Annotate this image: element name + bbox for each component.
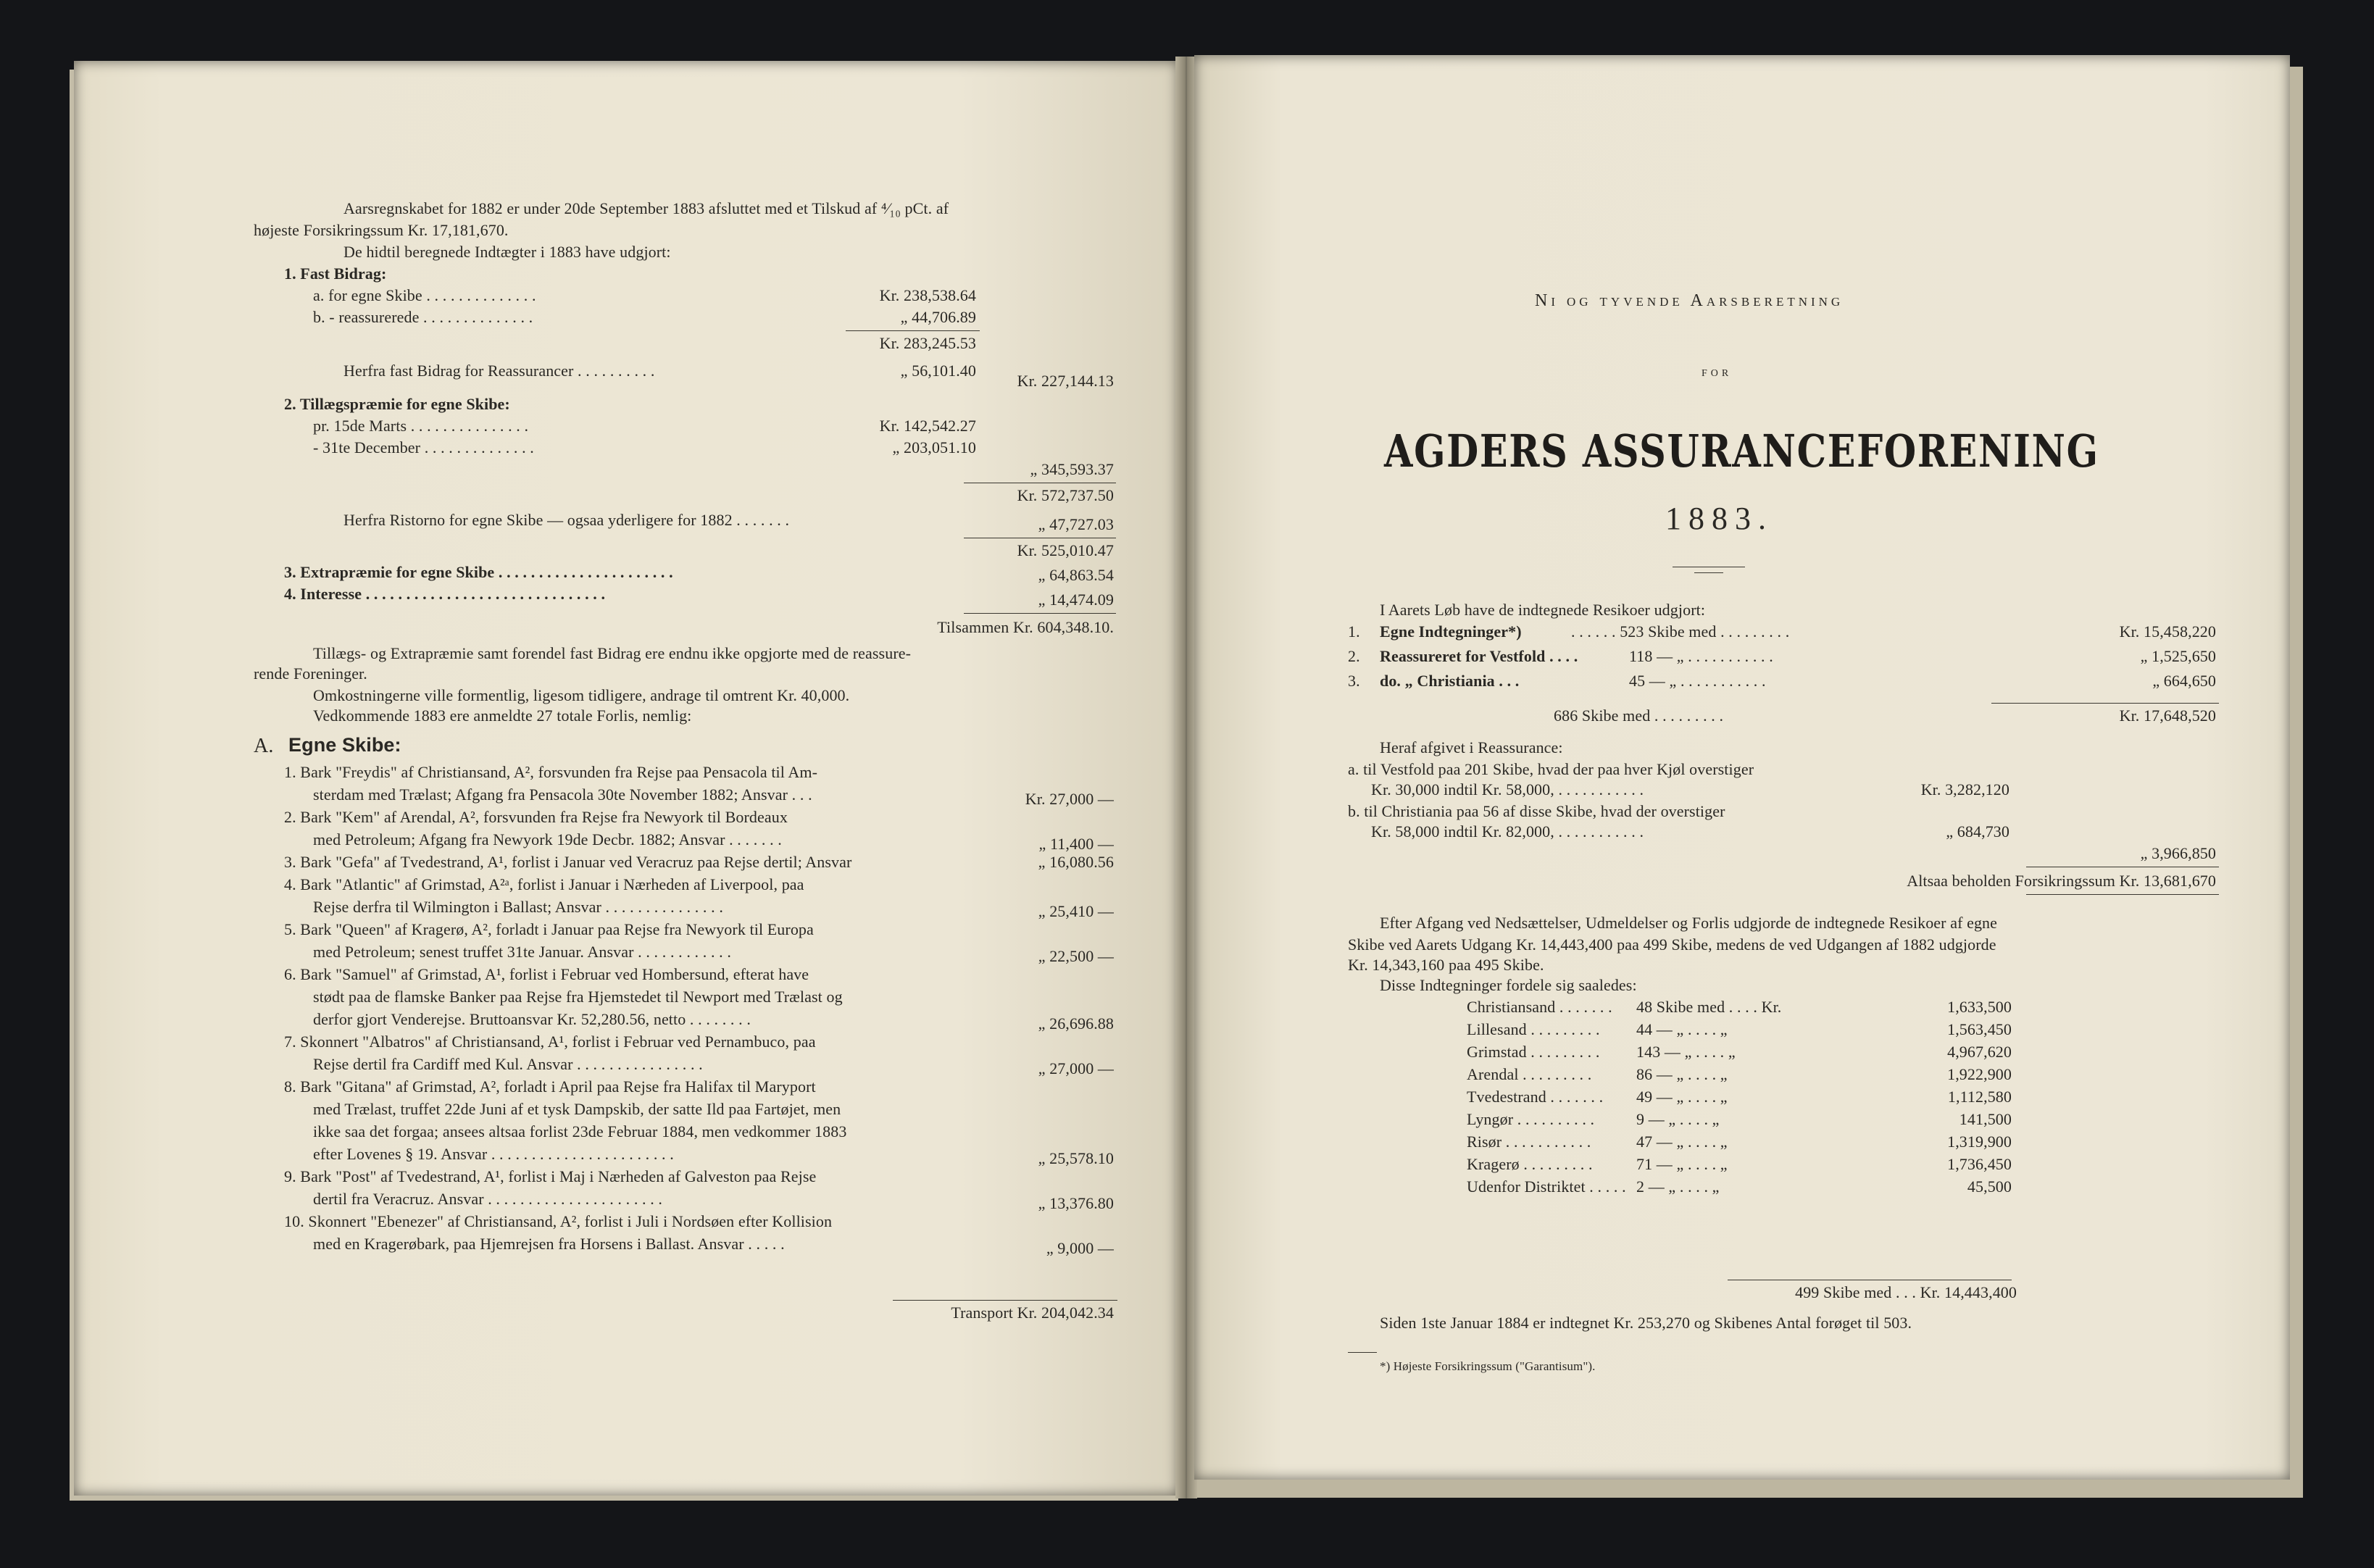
district-6-ships: 9 — „ . . . . „ bbox=[1636, 1110, 1720, 1128]
fast-b-amount: „ 44,706.89 bbox=[900, 308, 976, 326]
reas-a-line-1: a. til Vestfold paa 201 Skibe, hvad der paa hver Kjøl overstiger bbox=[1348, 760, 1754, 778]
loss-1-amount: Kr. 27,000 — bbox=[1025, 790, 1114, 808]
loss-6-amount: „ 26,696.88 bbox=[1038, 1014, 1114, 1033]
left-page bbox=[74, 61, 1178, 1496]
right-page bbox=[1194, 55, 2290, 1480]
risk-2-label: Reassureret for Vestfold . . . . bbox=[1380, 647, 1578, 665]
tillaeg-b-amount: „ 203,051.10 bbox=[892, 438, 976, 456]
loss-8-line-1: 8. Bark "Gitana" af Grimstad, A², forladt i April paa Rejse fra Halifax til Maryport bbox=[284, 1077, 816, 1096]
interesse-amount: „ 14,474.09 bbox=[1038, 591, 1114, 609]
loss-2-amount: „ 11,400 — bbox=[1038, 835, 1114, 853]
risk-3-label: do. „ Christiania . . . bbox=[1380, 672, 1520, 690]
sum-rule bbox=[846, 330, 980, 331]
beholden: Altsaa beholden Forsikringssum Kr. 13,681,670 bbox=[1907, 872, 2216, 890]
district-6-name: Lyngør . . . . . . . . . . bbox=[1467, 1110, 1595, 1128]
report-year: 1883. bbox=[1665, 501, 1773, 536]
loss-7-amount: „ 27,000 — bbox=[1038, 1059, 1114, 1077]
heraf-heading: Heraf afgivet i Reassurance: bbox=[1380, 738, 1563, 756]
district-total: 499 Skibe med . . . Kr. 14,443,400 bbox=[1795, 1283, 2017, 1301]
intro-line-3: De hidtil beregnede Indtægter i 1883 have udgjort: bbox=[343, 243, 671, 261]
loss-7-line-2: Rejse dertil fra Cardiff med Kul. Ansvar . . . . . . . . . . . . . . . . bbox=[313, 1055, 703, 1073]
loss-10-amount: „ 9,000 — bbox=[1046, 1239, 1114, 1257]
loss-4-line-2: Rejse derfra til Wilmington i Ballast; Ansvar . . . . . . . . . . . . . . . bbox=[313, 898, 723, 916]
sum-rule bbox=[2026, 894, 2219, 895]
extra-amount: „ 64,863.54 bbox=[1038, 566, 1114, 584]
risk-3-number: 3. bbox=[1348, 672, 1360, 690]
tilsammen: Tilsammen Kr. 604,348.10. bbox=[937, 618, 1114, 636]
sum-1: Kr. 572,737.50 bbox=[1017, 486, 1114, 504]
loss-3-line-1: 3. Bark "Gefa" af Tvedestrand, A¹, forlist i Januar ved Veracruz paa Rejse dertil; Ansvar bbox=[284, 853, 852, 871]
efter-line-2: Skibe ved Aarets Udgang Kr. 14,443,400 paa 499 Skibe, medens de ved Udgangen af 1882 udgjorde bbox=[1348, 935, 1996, 954]
district-7-ships: 47 — „ . . . . „ bbox=[1636, 1133, 1728, 1151]
district-1-name: Christiansand . . . . . . . bbox=[1467, 998, 1612, 1016]
section-a-letter: A. bbox=[254, 735, 274, 757]
loss-5-amount: „ 22,500 — bbox=[1038, 947, 1114, 965]
note-line-3: Omkostningerne ville formentlig, ligesom tidligere, andrage til omtrent Kr. 40,000. bbox=[313, 686, 850, 704]
risk-3-amount: „ 664,650 bbox=[2152, 672, 2216, 690]
footnote: *) Højeste Forsikringssum ("Garantisum"). bbox=[1380, 1359, 1596, 1373]
loss-1-line-1: 1. Bark "Freydis" af Christiansand, A², forsvunden fra Rejse paa Pensacola til Am- bbox=[284, 763, 817, 781]
tillaeg-a-label: pr. 15de Marts . . . . . . . . . . . . . . . bbox=[313, 417, 529, 435]
loss-10-line-1: 10. Skonnert "Ebenezer" af Christiansand, A², forlist i Juli i Nordsøen efter Kollision bbox=[284, 1212, 833, 1230]
loss-8-amount: „ 25,578.10 bbox=[1038, 1149, 1114, 1167]
district-2-ships: 44 — „ . . . . „ bbox=[1636, 1020, 1728, 1038]
loss-5-line-1: 5. Bark "Queen" af Kragerø, A², forladt i Januar paa Rejse fra Newyork til Europa bbox=[284, 920, 814, 938]
tillaeg-b-label: - 31te December . . . . . . . . . . . . . . bbox=[313, 438, 534, 456]
loss-6-line-1: 6. Bark "Samuel" af Grimstad, A¹, forlist i Februar ved Hombersund, efterat have bbox=[284, 965, 809, 983]
herfra-fast-amount: „ 56,101.40 bbox=[900, 362, 976, 380]
herfra-fast-label: Herfra fast Bidrag for Reassurancer . . . . . . . . . . bbox=[343, 362, 655, 380]
risk-1-amount: Kr. 15,458,220 bbox=[2119, 622, 2216, 641]
note-line-2: rende Foreninger. bbox=[254, 664, 367, 683]
loss-9-line-1: 9. Bark "Post" af Tvedestrand, A¹, forlist i Maj i Nærheden af Galveston paa Rejse bbox=[284, 1167, 817, 1185]
risk-1-number: 1. bbox=[1348, 622, 1360, 641]
risk-intro: I Aarets Løb have de indtegnede Resikoer udgjort: bbox=[1380, 601, 1706, 619]
report-subtitle: Ni og tyvende Aarsberetning bbox=[1535, 291, 1844, 310]
footnote-rule bbox=[1348, 1352, 1377, 1353]
district-8-name: Kragerø . . . . . . . . . bbox=[1467, 1155, 1593, 1173]
district-2-name: Lillesand . . . . . . . . . bbox=[1467, 1020, 1600, 1038]
district-4-amount: 1,922,900 bbox=[1947, 1065, 2012, 1083]
siden-note: Siden 1ste Januar 1884 er indtegnet Kr. 253,270 og Skibenes Antal forøget til 503. bbox=[1380, 1314, 1912, 1332]
sum-2: Kr. 525,010.47 bbox=[1017, 541, 1114, 559]
efter-line-1: Efter Afgang ved Nedsættelser, Udmeldelser og Forlis udgjorde de indtegnede Resikoer af egne bbox=[1380, 914, 1998, 932]
district-8-amount: 1,736,450 bbox=[1947, 1155, 2012, 1173]
loss-5-line-2: med Petroleum; senest truffet 31te Januar. Ansvar . . . . . . . . . . . . bbox=[313, 943, 731, 961]
district-3-name: Grimstad . . . . . . . . . bbox=[1467, 1043, 1600, 1061]
fast-a-label: a. for egne Skibe . . . . . . . . . . . . . . bbox=[313, 286, 536, 304]
loss-2-line-2: med Petroleum; Afgang fra Newyork 19de Decbr. 1882; Ansvar . . . . . . . bbox=[313, 830, 782, 848]
district-7-amount: 1,319,900 bbox=[1947, 1133, 2012, 1151]
note-line-1: Tillægs- og Extrapræmie samt forendel fast Bidrag ere endnu ikke opgjorte med de reassure- bbox=[313, 644, 912, 662]
title-rule-2 bbox=[1694, 572, 1723, 573]
reas-a-line-2: Kr. 30,000 indtil Kr. 58,000, . . . . . . . . . . . bbox=[1371, 780, 1644, 798]
tillaeg-a-amount: Kr. 142,542.27 bbox=[879, 417, 976, 435]
risk-2-amount: „ 1,525,650 bbox=[2140, 647, 2216, 665]
district-7-name: Risør . . . . . . . . . . . bbox=[1467, 1133, 1591, 1151]
risk-1-ships: . . . . . . 523 Skibe med . . . . . . . . . bbox=[1571, 622, 1790, 641]
loss-1-line-2: sterdam med Trælast; Afgang fra Pensacola 30te November 1882; Ansvar . . . bbox=[313, 785, 812, 804]
risk-2-number: 2. bbox=[1348, 647, 1360, 665]
fast-bidrag-heading: 1. Fast Bidrag: bbox=[284, 264, 387, 283]
sum-rule bbox=[1991, 703, 2219, 704]
loss-9-amount: „ 13,376.80 bbox=[1038, 1194, 1114, 1212]
loss-9-line-2: dertil fra Veracruz. Ansvar . . . . . . . . . . . . . . . . . . . . . . bbox=[313, 1190, 663, 1208]
risk-total-amount: Kr. 17,648,520 bbox=[2119, 706, 2216, 725]
district-4-name: Arendal . . . . . . . . . bbox=[1467, 1065, 1592, 1083]
district-9-amount: 45,500 bbox=[1967, 1177, 2012, 1196]
loss-4-line-1: 4. Bark "Atlantic" af Grimstad, A²ᵃ, forlist i Januar i Nærheden af Liverpool, paa bbox=[284, 875, 804, 893]
intro-line-2: højeste Forsikringssum Kr. 17,181,670. bbox=[254, 221, 509, 239]
reas-b-amount: „ 684,730 bbox=[1946, 822, 2009, 841]
risk-3-ships: 45 — „ . . . . . . . . . . . bbox=[1629, 672, 1766, 690]
loss-2-line-1: 2. Bark "Kem" af Arendal, A², forsvunden fra Rejse fra Newyork til Bordeaux bbox=[284, 808, 788, 826]
reas-b-line-1: b. til Christiania paa 56 af disse Skibe, hvad der overstiger bbox=[1348, 802, 1725, 820]
fast-sum: Kr. 283,245.53 bbox=[879, 334, 976, 352]
district-6-amount: 141,500 bbox=[1959, 1110, 2012, 1128]
district-2-amount: 1,563,450 bbox=[1947, 1020, 2012, 1038]
extra-label: 3. Extrapræmie for egne Skibe . . . . . . . . . . . . . . . . . . . . . . bbox=[284, 563, 673, 581]
report-title: AGDERS ASSURANCEFORENING bbox=[1384, 425, 2099, 478]
risk-1-label: Egne Indtegninger*) bbox=[1380, 622, 1522, 641]
district-8-ships: 71 — „ . . . . „ bbox=[1636, 1155, 1728, 1173]
loss-8-line-4: efter Lovenes § 19. Ansvar . . . . . . . . . . . . . . . . . . . . . . . bbox=[313, 1145, 674, 1163]
district-9-ships: 2 — „ . . . . „ bbox=[1636, 1177, 1720, 1196]
sum-rule bbox=[964, 613, 1116, 614]
sum-rule bbox=[893, 1300, 1117, 1301]
district-5-ships: 49 — „ . . . . „ bbox=[1636, 1088, 1728, 1106]
transport: Transport Kr. 204,042.34 bbox=[951, 1304, 1114, 1322]
loss-6-line-3: derfor gjort Venderejse. Bruttoansvar Kr. 52,280.56, netto . . . . . . . . bbox=[313, 1010, 751, 1028]
note-line-4: Vedkommende 1883 ere anmeldte 27 totale Forlis, nemlig: bbox=[313, 706, 692, 725]
fordele-heading: Disse Indtegninger fordele sig saaledes: bbox=[1380, 976, 1637, 994]
district-3-amount: 4,967,620 bbox=[1947, 1043, 2012, 1061]
interesse-label: 4. Interesse . . . . . . . . . . . . . . . . . . . . . . . . . . . . . . bbox=[284, 585, 606, 603]
loss-6-line-2: stødt paa de flamske Banker paa Rejse fra Hjemstedet til Newport med Trælast og bbox=[313, 988, 843, 1006]
loss-10-line-2: med en Kragerøbark, paa Hjemrejsen fra Horsens i Ballast. Ansvar . . . . . bbox=[313, 1235, 785, 1253]
section-a-title: Egne Skibe: bbox=[288, 734, 401, 756]
ristorno-label: Herfra Ristorno for egne Skibe — ogsaa yderligere for 1882 . . . . . . . bbox=[343, 511, 790, 529]
intro-line-1: Aarsregnskabet for 1882 er under 20de September 1883 afsluttet med et Tilskud af ⁴⁄₁₀ pCt. af bbox=[343, 199, 949, 217]
ristorno-amount: „ 47,727.03 bbox=[1038, 515, 1114, 533]
loss-8-line-3: ikke saa det forgaa; ansees altsaa forlist 23de Februar 1884, men vedkommer 1883 bbox=[313, 1122, 847, 1140]
district-1-ships: 48 Skibe med . . . . Kr. bbox=[1636, 998, 1782, 1016]
report-for: for bbox=[1702, 364, 1733, 380]
district-9-name: Udenfor Distriktet . . . . . bbox=[1467, 1177, 1626, 1196]
risk-total-ships: 686 Skibe med . . . . . . . . . bbox=[1554, 706, 1724, 725]
fast-a-amount: Kr. 238,538.64 bbox=[879, 286, 976, 304]
risk-2-ships: 118 — „ . . . . . . . . . . . bbox=[1629, 647, 1773, 665]
reas-total: „ 3,966,850 bbox=[2140, 844, 2216, 862]
loss-4-amount: „ 25,410 — bbox=[1038, 902, 1114, 920]
bleed-through: ⠀ bbox=[610, 296, 657, 359]
district-5-name: Tvedestrand . . . . . . . bbox=[1467, 1088, 1604, 1106]
fast-b-label: b. - reassurerede . . . . . . . . . . . . . . bbox=[313, 308, 533, 326]
loss-8-line-2: med Trælast, truffet 22de Juni af et tysk Dampskib, der satte Ild paa Fartøjet, men bbox=[313, 1100, 841, 1118]
district-3-ships: 143 — „ . . . . „ bbox=[1636, 1043, 1736, 1061]
efter-line-3: Kr. 14,343,160 paa 495 Skibe. bbox=[1348, 956, 1544, 974]
reas-b-line-2: Kr. 58,000 indtil Kr. 82,000, . . . . . . . . . . . bbox=[1371, 822, 1644, 841]
tillaeg-heading: 2. Tillægspræmie for egne Skibe: bbox=[284, 395, 510, 413]
district-1-amount: 1,633,500 bbox=[1947, 998, 2012, 1016]
herfra-fast-total: Kr. 227,144.13 bbox=[1017, 372, 1114, 390]
tillaeg-total: „ 345,593.37 bbox=[1030, 460, 1114, 478]
loss-7-line-1: 7. Skonnert "Albatros" af Christiansand, A¹, forlist i Februar ved Pernambuco, paa bbox=[284, 1033, 816, 1051]
loss-3-amount: „ 16,080.56 bbox=[1038, 853, 1114, 871]
reas-a-amount: Kr. 3,282,120 bbox=[1920, 780, 2009, 798]
district-4-ships: 86 — „ . . . . „ bbox=[1636, 1065, 1728, 1083]
district-5-amount: 1,112,580 bbox=[1947, 1088, 2012, 1106]
